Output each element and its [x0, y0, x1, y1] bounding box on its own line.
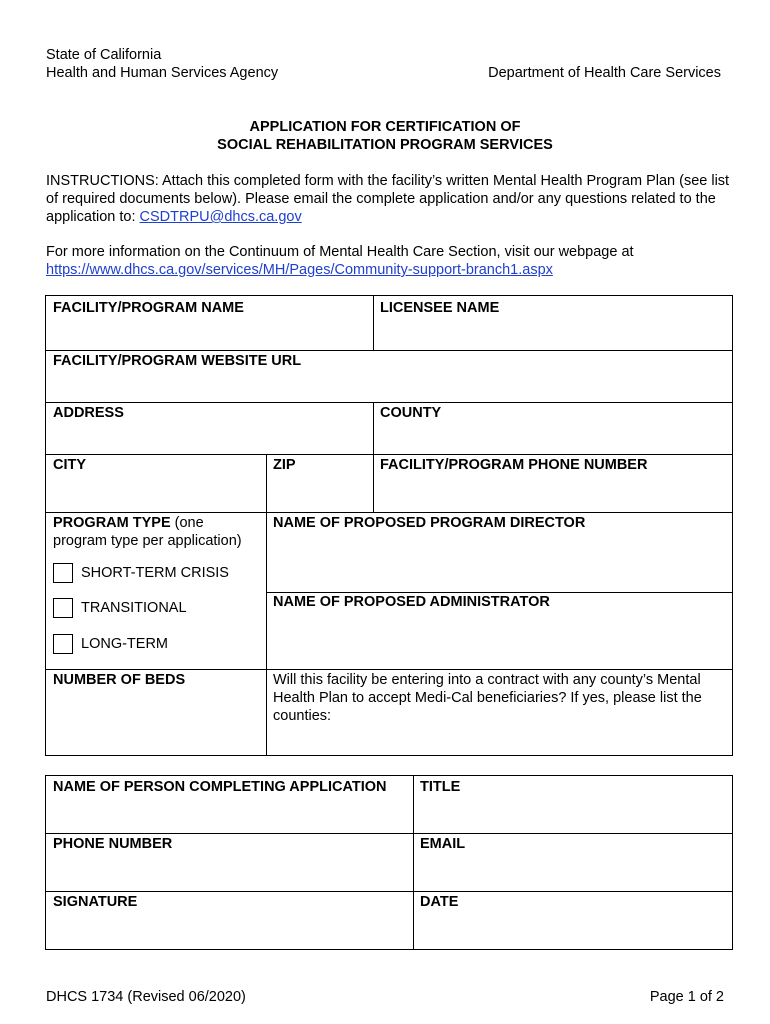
- facility-name-label: FACILITY/PROGRAM NAME: [53, 300, 244, 316]
- number-of-beds-field[interactable]: [46, 691, 266, 755]
- instructions-text: INSTRUCTIONS: Attach this completed form with the facility’s written Mental Health Program Plan (see list of required documents below). Please email the complete application and/or any questions related to the application to:: [46, 173, 730, 225]
- number-of-beds-label: NUMBER OF BEDS: [53, 672, 186, 688]
- city-field[interactable]: [46, 475, 266, 512]
- program-director-label: NAME OF PROPOSED PROGRAM DIRECTOR: [273, 515, 586, 531]
- instructions: [46, 172, 736, 226]
- address-label: ADDRESS: [53, 405, 124, 421]
- agency-name: Health and Human Services Agency: [46, 65, 279, 81]
- short-term-crisis-label: SHORT-TERM CRISIS: [81, 565, 229, 581]
- email-label: EMAIL: [420, 836, 466, 852]
- row-divider: [46, 402, 732, 403]
- website-url-field[interactable]: [46, 371, 732, 402]
- email-field[interactable]: [414, 856, 732, 891]
- administrator-label: NAME OF PROPOSED ADMINISTRATOR: [273, 594, 550, 610]
- title-field[interactable]: [414, 798, 732, 833]
- licensee-name-label: LICENSEE NAME: [380, 300, 500, 316]
- county-label: COUNTY: [380, 405, 442, 421]
- website-url-label: FACILITY/PROGRAM WEBSITE URL: [53, 353, 302, 369]
- program-type-bold: PROGRAM TYPE: [53, 515, 171, 531]
- row-divider: [46, 454, 732, 455]
- signature-field[interactable]: [46, 914, 413, 949]
- option-long-term[interactable]: [53, 634, 168, 654]
- applicant-form-table: [45, 775, 733, 950]
- phone-number-label: PHONE NUMBER: [53, 836, 173, 852]
- date-field[interactable]: [414, 914, 732, 949]
- row-divider: [46, 512, 732, 513]
- row-divider: [46, 833, 732, 834]
- info-text: For more information on the Continuum of Mental Health Care Section, visit our webpage at: [46, 244, 634, 260]
- phone-number-field[interactable]: [46, 856, 413, 891]
- info-paragraph: [46, 243, 736, 279]
- option-transitional[interactable]: [53, 598, 187, 618]
- instructions-email-link[interactable]: CSDTRPU@dhcs.ca.gov: [139, 209, 302, 225]
- contract-question: Will this facility be entering into a contract with any county’s Mental Health Plan to accept Medi-Cal beneficiaries? If yes, please list the counties:: [273, 672, 702, 724]
- state-name: State of California: [46, 47, 162, 63]
- page-number: Page 1 of 2: [649, 989, 724, 1005]
- transitional-checkbox[interactable]: [53, 598, 73, 618]
- form-title-line2: SOCIAL REHABILITATION PROGRAM SERVICES: [217, 137, 553, 153]
- department-name: Department of Health Care Services: [488, 65, 721, 81]
- long-term-label: LONG-TERM: [81, 636, 168, 652]
- webpage-link[interactable]: https://www.dhcs.ca.gov/services/MH/Pages/Community-support-branch1.aspx: [46, 262, 553, 278]
- licensee-name-field[interactable]: [374, 318, 732, 350]
- title-label: TITLE: [420, 779, 461, 795]
- row-divider: [46, 891, 732, 892]
- form-title-line1: APPLICATION FOR CERTIFICATION OF: [249, 119, 521, 135]
- facility-form-table: [45, 295, 733, 756]
- phone-label: FACILITY/PROGRAM PHONE NUMBER: [380, 457, 648, 473]
- date-label: DATE: [420, 894, 459, 910]
- administrator-field[interactable]: [267, 614, 732, 669]
- program-type-note1: (one: [170, 515, 204, 531]
- zip-label: ZIP: [273, 457, 296, 473]
- header-agency-block: [46, 46, 278, 82]
- person-completing-field[interactable]: [46, 798, 413, 833]
- program-director-field[interactable]: [267, 536, 732, 592]
- option-short-term-crisis[interactable]: [53, 563, 229, 583]
- row-divider: [46, 350, 732, 351]
- program-type-note2: program type per application): [53, 533, 242, 549]
- counties-field[interactable]: [267, 726, 732, 755]
- county-field[interactable]: [374, 423, 732, 454]
- phone-field[interactable]: [374, 475, 732, 512]
- row-divider: [46, 669, 732, 670]
- city-label: CITY: [53, 457, 87, 473]
- zip-field[interactable]: [267, 475, 373, 512]
- form-id: DHCS 1734 (Revised 06/2020): [46, 989, 246, 1005]
- person-completing-label: NAME OF PERSON COMPLETING APPLICATION: [53, 779, 387, 795]
- signature-label: SIGNATURE: [53, 894, 138, 910]
- form-title: [0, 118, 770, 154]
- facility-name-field[interactable]: [46, 318, 373, 350]
- short-term-crisis-checkbox[interactable]: [53, 563, 73, 583]
- long-term-checkbox[interactable]: [53, 634, 73, 654]
- program-type-label: [53, 514, 263, 550]
- address-field[interactable]: [46, 423, 373, 454]
- transitional-label: TRANSITIONAL: [81, 600, 187, 616]
